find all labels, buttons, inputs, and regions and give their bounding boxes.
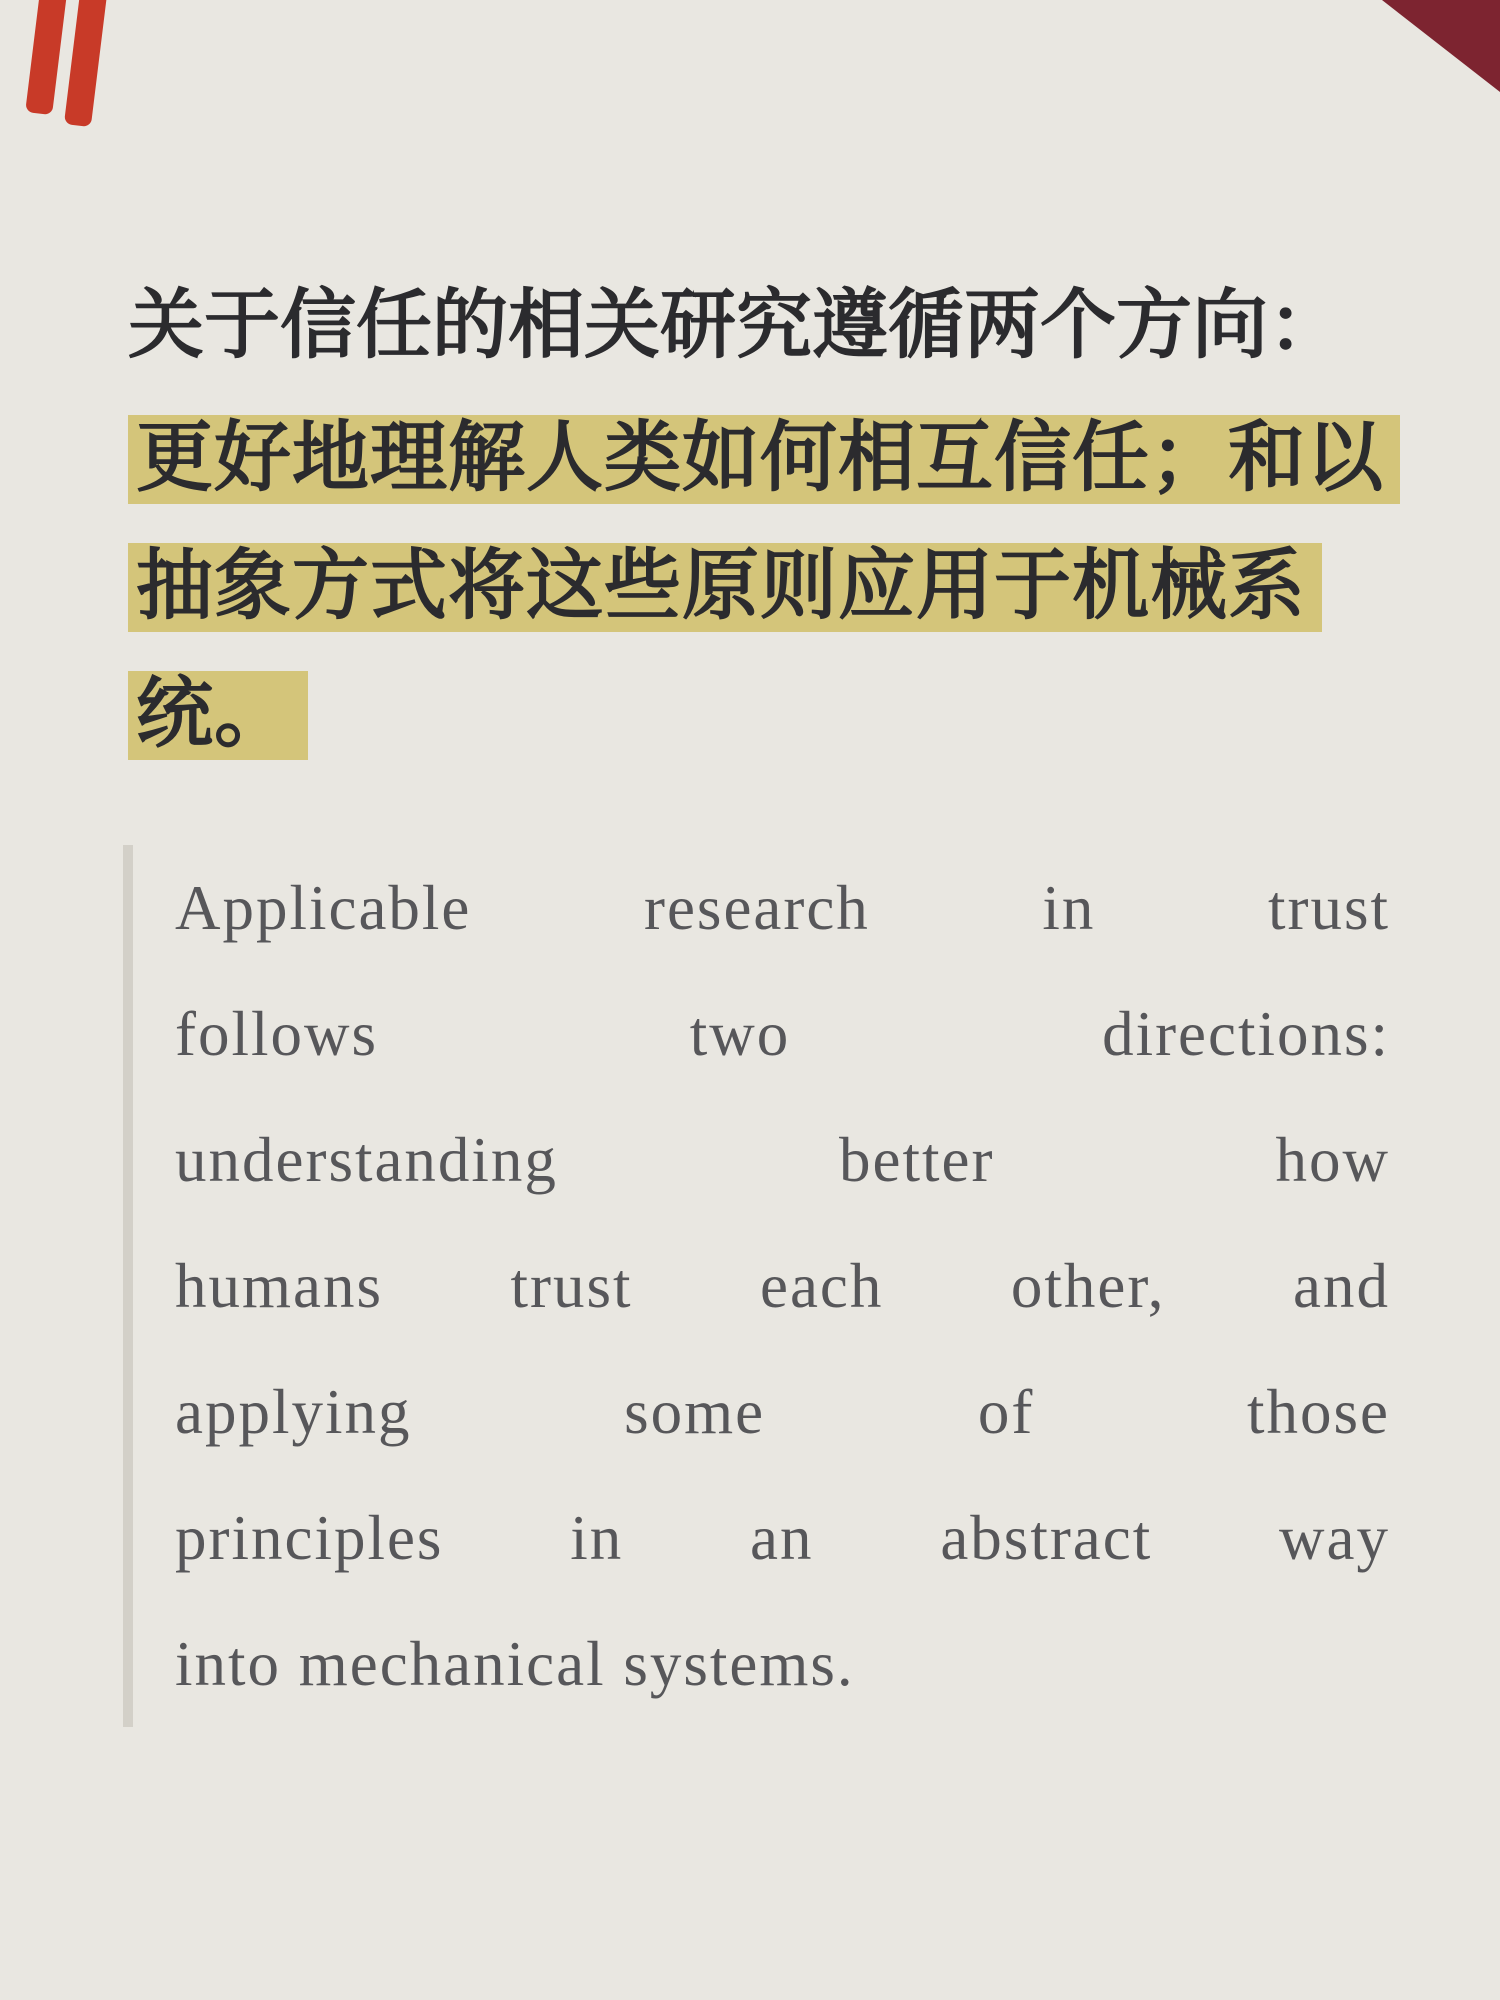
quote-line-3: understanding better how: [175, 1125, 1390, 1195]
highlighted-text-2: 抽象方式将这些原则应用于机械系: [128, 543, 1322, 632]
red-brush-mark-2: [64, 0, 107, 127]
red-brush-mark-1: [25, 0, 68, 115]
english-quote-block: [123, 845, 1390, 1727]
highlighted-text-1: 更好地理解人类如何相互信任；和以: [128, 415, 1400, 504]
highlighted-text-3: 统。: [128, 671, 308, 760]
quote-line-7: into mechanical systems.: [175, 1629, 855, 1699]
heading-line-1: 关于信任的相关研究遵循两个方向：: [128, 284, 1344, 368]
quote-line-5: applying some of those: [175, 1377, 1390, 1447]
quote-line-2: follows two directions:: [175, 999, 1390, 1069]
heading-line-4: [128, 671, 1400, 760]
heading-line-3: [128, 543, 1400, 632]
heading-line-2: [128, 415, 1400, 504]
quote-line-4: humans trust each other, and: [175, 1251, 1390, 1321]
quote-line-6: principles in an abstract way: [175, 1503, 1390, 1573]
corner-triangle: [1382, 0, 1500, 92]
chinese-heading: [128, 284, 1400, 799]
quote-line-1: Applicable research in trust: [175, 873, 1390, 943]
